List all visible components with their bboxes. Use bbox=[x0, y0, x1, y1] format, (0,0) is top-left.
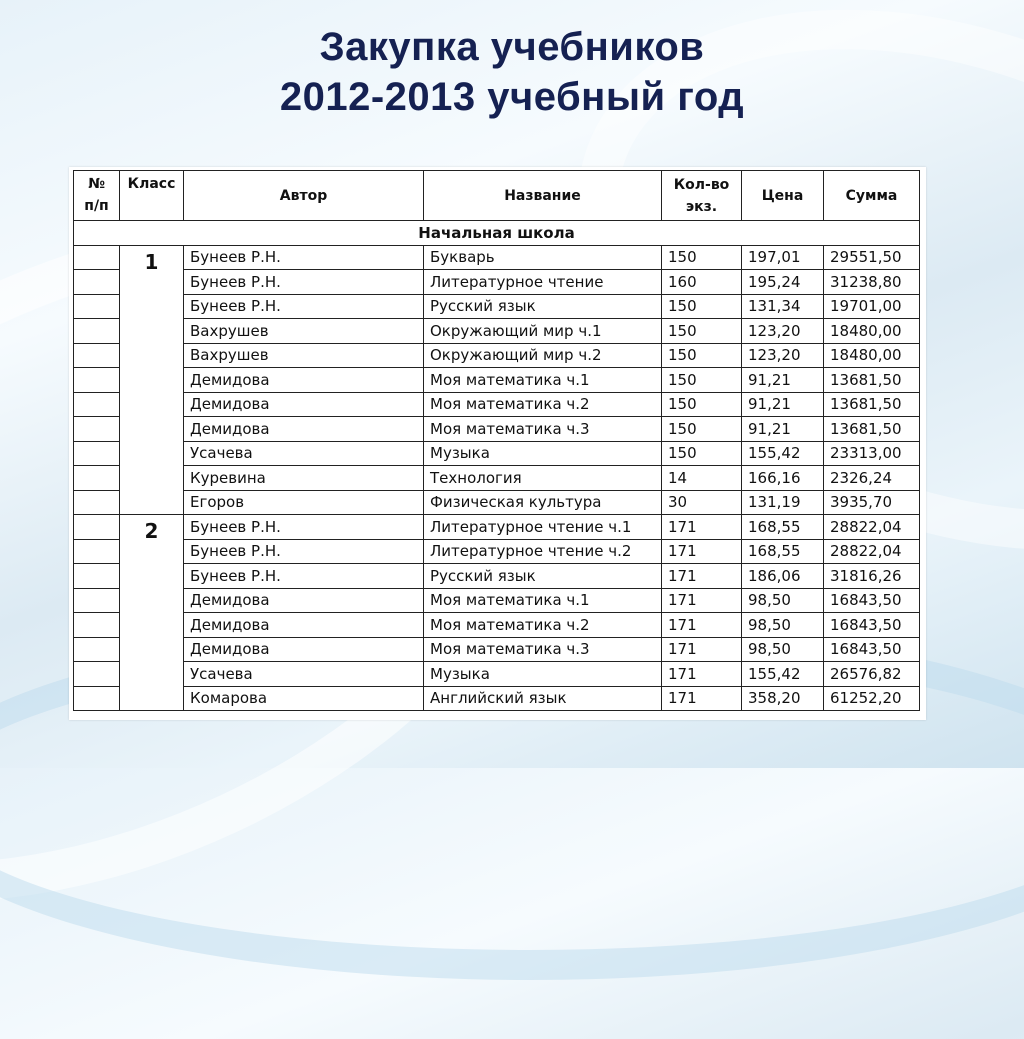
cell-qty: 171 bbox=[662, 564, 742, 589]
cell-sum: 13681,50 bbox=[824, 417, 920, 442]
cell-sum: 28822,04 bbox=[824, 515, 920, 540]
cell-qty: 150 bbox=[662, 417, 742, 442]
table-row bbox=[74, 417, 920, 442]
cell-num bbox=[74, 564, 120, 589]
cell-name: Музыка bbox=[424, 441, 662, 466]
cell-num bbox=[74, 392, 120, 417]
cell-qty: 150 bbox=[662, 245, 742, 270]
cell-author: Вахрушев bbox=[184, 319, 424, 344]
cell-price: 91,21 bbox=[742, 392, 824, 417]
header-author: Автор bbox=[184, 171, 424, 221]
cell-num bbox=[74, 417, 120, 442]
cell-price: 123,20 bbox=[742, 343, 824, 368]
section-row bbox=[74, 221, 920, 246]
cell-author: Бунеев Р.Н. bbox=[184, 270, 424, 295]
cell-name: Моя математика ч.1 bbox=[424, 588, 662, 613]
cell-sum: 16843,50 bbox=[824, 637, 920, 662]
table-image bbox=[69, 167, 926, 720]
cell-num bbox=[74, 294, 120, 319]
cell-price: 91,21 bbox=[742, 417, 824, 442]
cell-num bbox=[74, 613, 120, 638]
cell-name: Русский язык bbox=[424, 294, 662, 319]
cell-price: 98,50 bbox=[742, 613, 824, 638]
cell-price: 98,50 bbox=[742, 588, 824, 613]
title-line-1: Закупка учебников bbox=[319, 25, 705, 69]
table-row bbox=[74, 662, 920, 687]
table-row bbox=[74, 466, 920, 491]
cell-author: Бунеев Р.Н. bbox=[184, 245, 424, 270]
cell-author: Вахрушев bbox=[184, 343, 424, 368]
cell-author: Демидова bbox=[184, 613, 424, 638]
cell-name: Литературное чтение ч.1 bbox=[424, 515, 662, 540]
cell-price: 91,21 bbox=[742, 368, 824, 393]
cell-author: Куревина bbox=[184, 466, 424, 491]
cell-num bbox=[74, 588, 120, 613]
textbook-table bbox=[73, 170, 920, 711]
cell-sum: 28822,04 bbox=[824, 539, 920, 564]
cell-price: 131,34 bbox=[742, 294, 824, 319]
table-row bbox=[74, 613, 920, 638]
table-row bbox=[74, 392, 920, 417]
header-qty: Кол-во экз. bbox=[662, 171, 742, 221]
cell-num bbox=[74, 662, 120, 687]
table-row bbox=[74, 564, 920, 589]
table-row bbox=[74, 343, 920, 368]
cell-num bbox=[74, 539, 120, 564]
header-sum: Сумма bbox=[824, 171, 920, 221]
cell-sum: 19701,00 bbox=[824, 294, 920, 319]
cell-author: Демидова bbox=[184, 637, 424, 662]
cell-num bbox=[74, 466, 120, 491]
table-row bbox=[74, 368, 920, 393]
cell-sum: 2326,24 bbox=[824, 466, 920, 491]
cell-qty: 171 bbox=[662, 613, 742, 638]
cell-sum: 23313,00 bbox=[824, 441, 920, 466]
table-row bbox=[74, 515, 920, 540]
cell-name: Букварь bbox=[424, 245, 662, 270]
cell-name: Окружающий мир ч.2 bbox=[424, 343, 662, 368]
title-line-2: 2012-2013 учебный год bbox=[279, 75, 745, 119]
cell-sum: 16843,50 bbox=[824, 613, 920, 638]
cell-author: Комарова bbox=[184, 686, 424, 711]
cell-price: 155,42 bbox=[742, 662, 824, 687]
cell-sum: 31816,26 bbox=[824, 564, 920, 589]
cell-price: 166,16 bbox=[742, 466, 824, 491]
cell-name: Литературное чтение ч.2 bbox=[424, 539, 662, 564]
cell-qty: 150 bbox=[662, 368, 742, 393]
table-row bbox=[74, 686, 920, 711]
cell-sum: 18480,00 bbox=[824, 343, 920, 368]
cell-sum: 29551,50 bbox=[824, 245, 920, 270]
cell-sum: 13681,50 bbox=[824, 368, 920, 393]
cell-price: 98,50 bbox=[742, 637, 824, 662]
cell-name: Физическая культура bbox=[424, 490, 662, 515]
cell-qty: 171 bbox=[662, 637, 742, 662]
table-row bbox=[74, 637, 920, 662]
cell-author: Демидова bbox=[184, 588, 424, 613]
cell-author: Демидова bbox=[184, 392, 424, 417]
cell-num bbox=[74, 245, 120, 270]
cell-qty: 150 bbox=[662, 319, 742, 344]
table-row bbox=[74, 294, 920, 319]
cell-qty: 160 bbox=[662, 270, 742, 295]
cell-name: Моя математика ч.3 bbox=[424, 417, 662, 442]
cell-qty: 171 bbox=[662, 662, 742, 687]
cell-name: Моя математика ч.3 bbox=[424, 637, 662, 662]
cell-price: 155,42 bbox=[742, 441, 824, 466]
cell-author: Демидова bbox=[184, 368, 424, 393]
cell-qty: 150 bbox=[662, 343, 742, 368]
cell-qty: 171 bbox=[662, 539, 742, 564]
cell-author: Усачева bbox=[184, 441, 424, 466]
slide-title bbox=[0, 22, 1024, 122]
cell-qty: 171 bbox=[662, 515, 742, 540]
table-row bbox=[74, 270, 920, 295]
cell-sum: 13681,50 bbox=[824, 392, 920, 417]
cell-qty: 14 bbox=[662, 466, 742, 491]
cell-author: Бунеев Р.Н. bbox=[184, 539, 424, 564]
table-row bbox=[74, 539, 920, 564]
cell-num bbox=[74, 441, 120, 466]
cell-sum: 18480,00 bbox=[824, 319, 920, 344]
cell-author: Бунеев Р.Н. bbox=[184, 294, 424, 319]
cell-name: Английский язык bbox=[424, 686, 662, 711]
cell-qty: 150 bbox=[662, 294, 742, 319]
cell-price: 195,24 bbox=[742, 270, 824, 295]
table-row bbox=[74, 319, 920, 344]
cell-price: 358,20 bbox=[742, 686, 824, 711]
cell-qty: 30 bbox=[662, 490, 742, 515]
cell-num bbox=[74, 515, 120, 540]
table-row bbox=[74, 588, 920, 613]
cell-author: Демидова bbox=[184, 417, 424, 442]
cell-class: 1 bbox=[120, 245, 184, 515]
cell-class: 2 bbox=[120, 515, 184, 711]
cell-author: Усачева bbox=[184, 662, 424, 687]
cell-author: Бунеев Р.Н. bbox=[184, 564, 424, 589]
cell-name: Окружающий мир ч.1 bbox=[424, 319, 662, 344]
cell-num bbox=[74, 490, 120, 515]
header-price: Цена bbox=[742, 171, 824, 221]
table-row bbox=[74, 245, 920, 270]
cell-name: Русский язык bbox=[424, 564, 662, 589]
cell-sum: 3935,70 bbox=[824, 490, 920, 515]
cell-num bbox=[74, 637, 120, 662]
cell-price: 123,20 bbox=[742, 319, 824, 344]
cell-qty: 171 bbox=[662, 686, 742, 711]
header-row bbox=[74, 171, 920, 221]
table-row bbox=[74, 490, 920, 515]
header-name: Название bbox=[424, 171, 662, 221]
cell-num bbox=[74, 270, 120, 295]
cell-sum: 16843,50 bbox=[824, 588, 920, 613]
cell-name: Музыка bbox=[424, 662, 662, 687]
cell-num bbox=[74, 319, 120, 344]
cell-sum: 61252,20 bbox=[824, 686, 920, 711]
cell-qty: 171 bbox=[662, 588, 742, 613]
cell-qty: 150 bbox=[662, 392, 742, 417]
cell-num bbox=[74, 686, 120, 711]
cell-author: Бунеев Р.Н. bbox=[184, 515, 424, 540]
cell-num bbox=[74, 368, 120, 393]
cell-name: Моя математика ч.1 bbox=[424, 368, 662, 393]
cell-price: 197,01 bbox=[742, 245, 824, 270]
cell-price: 131,19 bbox=[742, 490, 824, 515]
header-num: № п/п bbox=[74, 171, 120, 221]
table-row bbox=[74, 441, 920, 466]
cell-price: 168,55 bbox=[742, 539, 824, 564]
section-title: Начальная школа bbox=[74, 221, 920, 246]
cell-name: Моя математика ч.2 bbox=[424, 613, 662, 638]
cell-qty: 150 bbox=[662, 441, 742, 466]
cell-name: Технология bbox=[424, 466, 662, 491]
header-class: Класс bbox=[120, 171, 184, 221]
cell-sum: 26576,82 bbox=[824, 662, 920, 687]
cell-author: Егоров bbox=[184, 490, 424, 515]
cell-name: Моя математика ч.2 bbox=[424, 392, 662, 417]
cell-num bbox=[74, 343, 120, 368]
cell-price: 186,06 bbox=[742, 564, 824, 589]
cell-name: Литературное чтение bbox=[424, 270, 662, 295]
cell-price: 168,55 bbox=[742, 515, 824, 540]
cell-sum: 31238,80 bbox=[824, 270, 920, 295]
